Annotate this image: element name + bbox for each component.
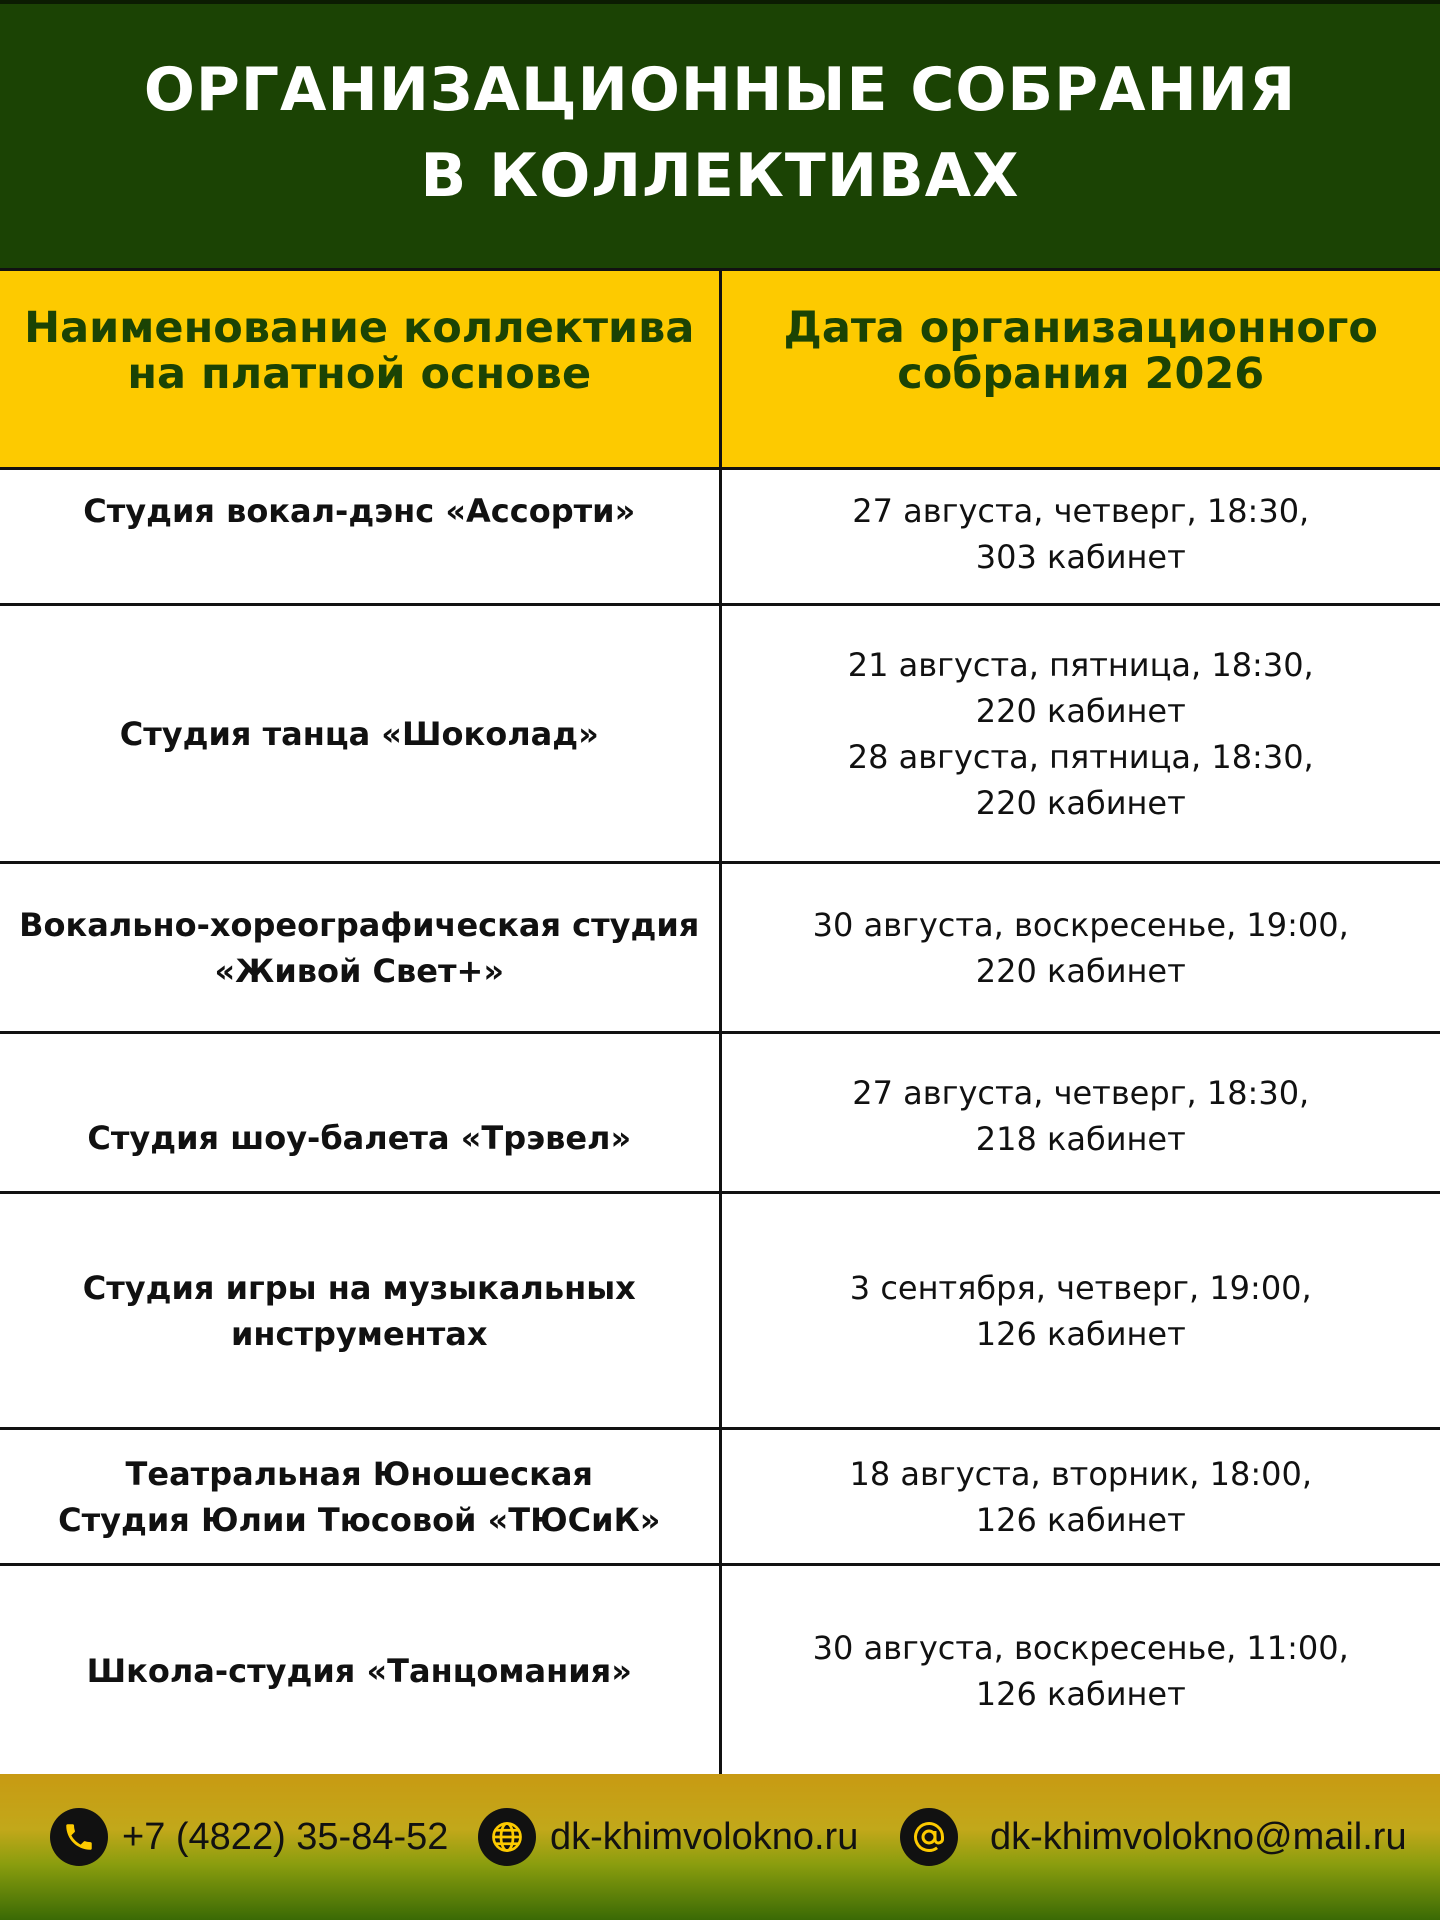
- page-header: [0, 0, 1440, 270]
- email-contact[interactable]: [900, 1808, 1407, 1866]
- collective-name-cell: [0, 469, 720, 605]
- meeting-date: 27 августа, четверг, 18:30,: [852, 1074, 1310, 1112]
- collective-name-cell: [0, 605, 720, 863]
- meeting-date: 3 сентября, четверг, 19:00,: [849, 1268, 1312, 1307]
- globe-icon: [478, 1808, 536, 1866]
- website-link[interactable]: dk-khimvolokno.ru: [550, 1815, 859, 1858]
- collective-name-cell: [0, 1193, 720, 1429]
- meeting-date-cell: [720, 605, 1440, 863]
- meeting-date-cell: [720, 1565, 1440, 1777]
- collective-name: Школа-студия «Танцомания»: [86, 1651, 632, 1690]
- column-header-name-line-2: на платной основе: [127, 349, 592, 399]
- table-row: [0, 605, 1440, 863]
- collective-name: Вокально-хореографическая студия: [19, 905, 700, 944]
- meeting-date: 27 августа, четверг, 18:30,: [852, 492, 1310, 530]
- collective-name-cell: [0, 1429, 720, 1565]
- page-title: [144, 47, 1296, 219]
- table-header-row: [0, 270, 1440, 469]
- table-row: [0, 1193, 1440, 1429]
- meeting-date-cell: [720, 863, 1440, 1033]
- collective-name: Студия вокал-дэнс «Ассорти»: [83, 492, 636, 530]
- meeting-date-cell: [720, 1033, 1440, 1193]
- meeting-date: 21 августа, пятница, 18:30,: [847, 645, 1314, 684]
- table-row: [0, 863, 1440, 1033]
- column-header-date-line-2: собрания 2026: [897, 349, 1265, 399]
- meeting-room: 220 кабинет: [975, 783, 1186, 822]
- website-contact[interactable]: [478, 1808, 858, 1866]
- collective-name: Студия Юлии Тюсовой «ТЮСиК»: [58, 1500, 661, 1539]
- column-header-name: [0, 270, 720, 469]
- collective-name-cell: [0, 863, 720, 1033]
- page-title-line-2: В КОЛЛЕКТИВАХ: [420, 141, 1020, 211]
- meeting-room: 126 кабинет: [975, 1314, 1186, 1353]
- table-row: [0, 1033, 1440, 1193]
- collective-name: инструментах: [230, 1314, 488, 1353]
- meeting-date: 18 августа, вторник, 18:00,: [849, 1454, 1312, 1493]
- meeting-room: 220 кабинет: [975, 691, 1186, 730]
- meeting-date: 30 августа, воскресенье, 11:00,: [812, 1628, 1349, 1667]
- phone-icon: [50, 1808, 108, 1866]
- collective-name: Студия шоу-балета «Трэвел»: [87, 1118, 632, 1157]
- meeting-date: 28 августа, пятница, 18:30,: [847, 737, 1314, 776]
- meeting-room: 126 кабинет: [975, 1500, 1186, 1539]
- column-header-date-line-1: Дата организационного: [783, 303, 1378, 353]
- phone-contact[interactable]: [50, 1808, 448, 1866]
- meeting-room: 303 кабинет: [975, 538, 1186, 576]
- collective-name: Студия танца «Шоколад»: [119, 714, 599, 753]
- meeting-room: 218 кабинет: [975, 1120, 1186, 1158]
- table-row: [0, 469, 1440, 605]
- meeting-date-cell: [720, 469, 1440, 605]
- meeting-room: 126 кабинет: [975, 1674, 1186, 1713]
- collective-name: «Живой Свет+»: [214, 951, 505, 990]
- phone-number[interactable]: +7 (4822) 35-84-52: [122, 1815, 449, 1858]
- contacts-footer: [0, 1774, 1440, 1920]
- page-title-line-1: ОРГАНИЗАЦИОННЫЕ СОБРАНИЯ: [143, 55, 1297, 125]
- schedule-table: [0, 268, 1440, 1778]
- meeting-date: 30 августа, воскресенье, 19:00,: [812, 905, 1349, 944]
- meeting-date-cell: [720, 1429, 1440, 1565]
- column-header-name-line-1: Наименование коллектива: [24, 303, 695, 353]
- collective-name: Театральная Юношеская: [125, 1454, 593, 1493]
- table-row: [0, 1429, 1440, 1565]
- column-header-date: [720, 270, 1440, 469]
- email-link[interactable]: dk-khimvolokno@mail.ru: [990, 1815, 1407, 1858]
- table-row: [0, 1565, 1440, 1777]
- meeting-room: 220 кабинет: [975, 951, 1186, 990]
- collective-name-cell: [0, 1565, 720, 1777]
- collective-name: Студия игры на музыкальных: [82, 1268, 636, 1307]
- at-sign-icon: [900, 1808, 958, 1866]
- meeting-date-cell: [720, 1193, 1440, 1429]
- collective-name-cell: [0, 1033, 720, 1193]
